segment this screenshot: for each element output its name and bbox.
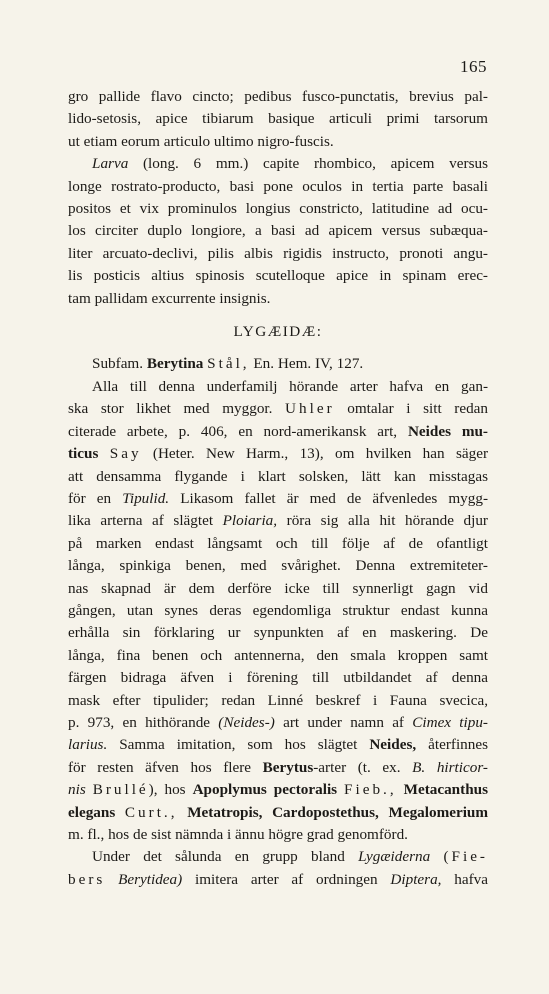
text-segment: erhålla sin förklaring ur synpunkten af en maskering. De <box>68 624 488 642</box>
text-segment: (Fie- <box>443 848 488 866</box>
text-segment: att densamma flygande i klart solsken, lätt kan misstagas <box>68 467 488 485</box>
text-segment: Ploiaria, <box>222 512 278 530</box>
text-segment: Lygæiderna <box>358 848 431 866</box>
text-segment: Subfam. <box>92 355 147 373</box>
text-segment: -arter (t. ex. <box>313 758 413 776</box>
text-segment: los circiter duplo longiore, a basi ad apicem versus subæqua- <box>68 222 488 240</box>
text-segment: longe rostrato-producto, basi pone oculos in tertia parte basali <box>68 177 488 195</box>
text-line <box>68 869 488 891</box>
body-text <box>68 86 488 891</box>
text-segment: Berytina <box>146 355 204 373</box>
text-line <box>68 600 488 622</box>
text-segment: Samma imitation, som hos slägtet <box>107 736 370 754</box>
text-segment: Likasom fallet är med de äfvenledes mygg- <box>169 489 489 507</box>
text-segment: citerade arbete, p. 406, en nord-amerikansk art, <box>68 422 408 440</box>
text-line <box>68 176 488 198</box>
text-segment <box>430 848 443 865</box>
text-line <box>68 131 488 153</box>
text-segment: gången, utan synes deras egendomliga struktur endast kunna <box>68 601 488 619</box>
text-segment <box>86 781 93 798</box>
text-line <box>68 622 488 644</box>
text-segment: Berytidea) <box>118 870 183 888</box>
text-line <box>68 265 488 287</box>
text-segment: återfinnes <box>416 736 488 754</box>
text-line <box>68 510 488 532</box>
text-segment: långa, fina benen och antennerna, den smala kroppen samt <box>68 646 488 664</box>
text-line <box>68 734 488 756</box>
text-line <box>68 398 488 420</box>
text-line <box>68 421 488 443</box>
text-segment: Alla till denna underfamilj hörande arter hafva en gan- <box>92 377 488 395</box>
text-line <box>68 690 488 712</box>
text-segment: (Heter. New Harm., 13), om hvilken han säger <box>141 445 489 463</box>
text-line <box>68 353 488 375</box>
text-segment: ska stor likhet med myggor. <box>68 400 286 418</box>
text-segment <box>105 871 118 888</box>
text-segment: nas skapnad är dem derföre icke till synnerligt gagn vid <box>68 579 488 597</box>
page-number: 165 <box>460 57 487 76</box>
text-segment: Berytus <box>262 758 314 776</box>
text-segment: elegans <box>68 803 116 821</box>
text-line <box>68 376 488 398</box>
text-segment: m. fl., hos de sist nämnda i ännu högre grad genomförd. <box>68 826 408 843</box>
text-segment: för resten äfven hos flere <box>68 758 263 776</box>
text-segment: för en <box>68 489 123 507</box>
text-segment: Neides mu- <box>407 422 488 440</box>
text-line <box>68 645 488 667</box>
text-line <box>68 443 488 465</box>
text-line <box>68 779 488 801</box>
text-segment: positos et vix prominulos longius constricto, latitudine ad ocu- <box>68 200 488 218</box>
text-line <box>68 466 488 488</box>
text-line <box>68 802 488 824</box>
text-segment: ticus <box>68 445 99 463</box>
text-segment: mask efter tipulider; redan Linné beskref i Fauna svecica, <box>68 691 488 709</box>
text-segment: (Neides-) <box>218 713 275 731</box>
text-segment: Metacanthus <box>403 781 488 799</box>
text-segment: B. hirticor- <box>412 758 488 776</box>
text-segment: Tipulid. <box>122 489 170 507</box>
text-segment: omtalar i sitt redan <box>334 400 489 418</box>
text-segment: lis posticis altius spinosis scutelloque apice in spinam erec- <box>68 267 488 285</box>
text-segment: Larva <box>92 155 129 173</box>
text-segment: Under det sålunda en grupp bland <box>92 848 359 866</box>
text-segment: art under namn af <box>274 713 413 731</box>
text-segment: Neides, <box>369 736 417 754</box>
text-segment: bers <box>68 870 106 888</box>
text-segment: Cimex tipu- <box>412 713 488 731</box>
text-segment: röra sig alla hit hörande djur <box>277 512 488 530</box>
text-line <box>68 288 488 310</box>
text-segment: Metatropis, Cardopostethus, Megalomerium <box>187 803 489 821</box>
text-line <box>68 712 488 734</box>
text-line <box>68 86 488 108</box>
text-segment: lika arterna af slägtet <box>68 512 223 530</box>
text-segment: lido-setosis, apice tibiarum basique articuli primi tarsorum <box>68 110 488 128</box>
text-line <box>68 488 488 510</box>
text-line <box>68 220 488 242</box>
text-segment: liter arcuato-declivi, pilis albis rigidis instructo, pronoti angu- <box>68 244 488 262</box>
text-segment: p. 973, en hithörande <box>68 713 219 731</box>
text-segment: larius. <box>68 736 108 754</box>
text-segment: hafva <box>441 870 488 888</box>
text-segment: Fieb., <box>344 781 397 799</box>
text-segment: LYGÆIDÆ: <box>233 323 323 341</box>
text-segment <box>337 781 344 798</box>
text-segment: på marken endast långsamt och till följe af de ofantligt <box>68 534 488 552</box>
text-segment <box>178 804 188 821</box>
text-segment: Brullé <box>92 781 149 799</box>
text-segment: Say <box>109 445 142 463</box>
text-segment <box>397 781 404 798</box>
text-line <box>68 153 488 175</box>
text-segment: Curt., <box>124 803 178 821</box>
text-segment: nis <box>68 781 86 799</box>
text-line <box>68 824 488 846</box>
text-line <box>68 667 488 689</box>
text-line <box>68 533 488 555</box>
text-segment: långa, spinkiga benen, med svårighet. Denna extremiteter- <box>68 557 488 575</box>
text-segment <box>115 804 125 821</box>
text-segment: (long. 6 mm.) capite rhombico, apicem versus <box>128 155 488 173</box>
text-segment: gro pallide flavo cincto; pedibus fusco-punctatis, brevius pal- <box>68 88 488 105</box>
text-line <box>68 555 488 577</box>
text-segment: tam pallidam excurrente insignis. <box>68 289 271 307</box>
text-segment: ), hos <box>148 781 193 799</box>
text-segment: Diptera, <box>390 870 442 888</box>
text-line <box>68 846 488 868</box>
text-segment: Apoplymus pectoralis <box>192 781 338 799</box>
text-line <box>68 578 488 600</box>
text-segment: färgen bidraga äfven i förening till utbildandet af denna <box>68 669 488 687</box>
section-heading <box>68 321 488 343</box>
text-line <box>68 757 488 779</box>
text-segment: ut etiam eorum articulo ultimo nigro-fuscis. <box>68 132 334 150</box>
text-line <box>68 243 488 265</box>
text-line <box>68 198 488 220</box>
text-segment: En. Hem. IV, 127. <box>249 355 364 373</box>
text-segment: Uhler <box>285 400 335 418</box>
text-segment: imitera arter af ordningen <box>182 870 391 888</box>
text-segment: Stål, <box>207 355 250 373</box>
text-segment <box>98 445 109 462</box>
text-line <box>68 108 488 130</box>
